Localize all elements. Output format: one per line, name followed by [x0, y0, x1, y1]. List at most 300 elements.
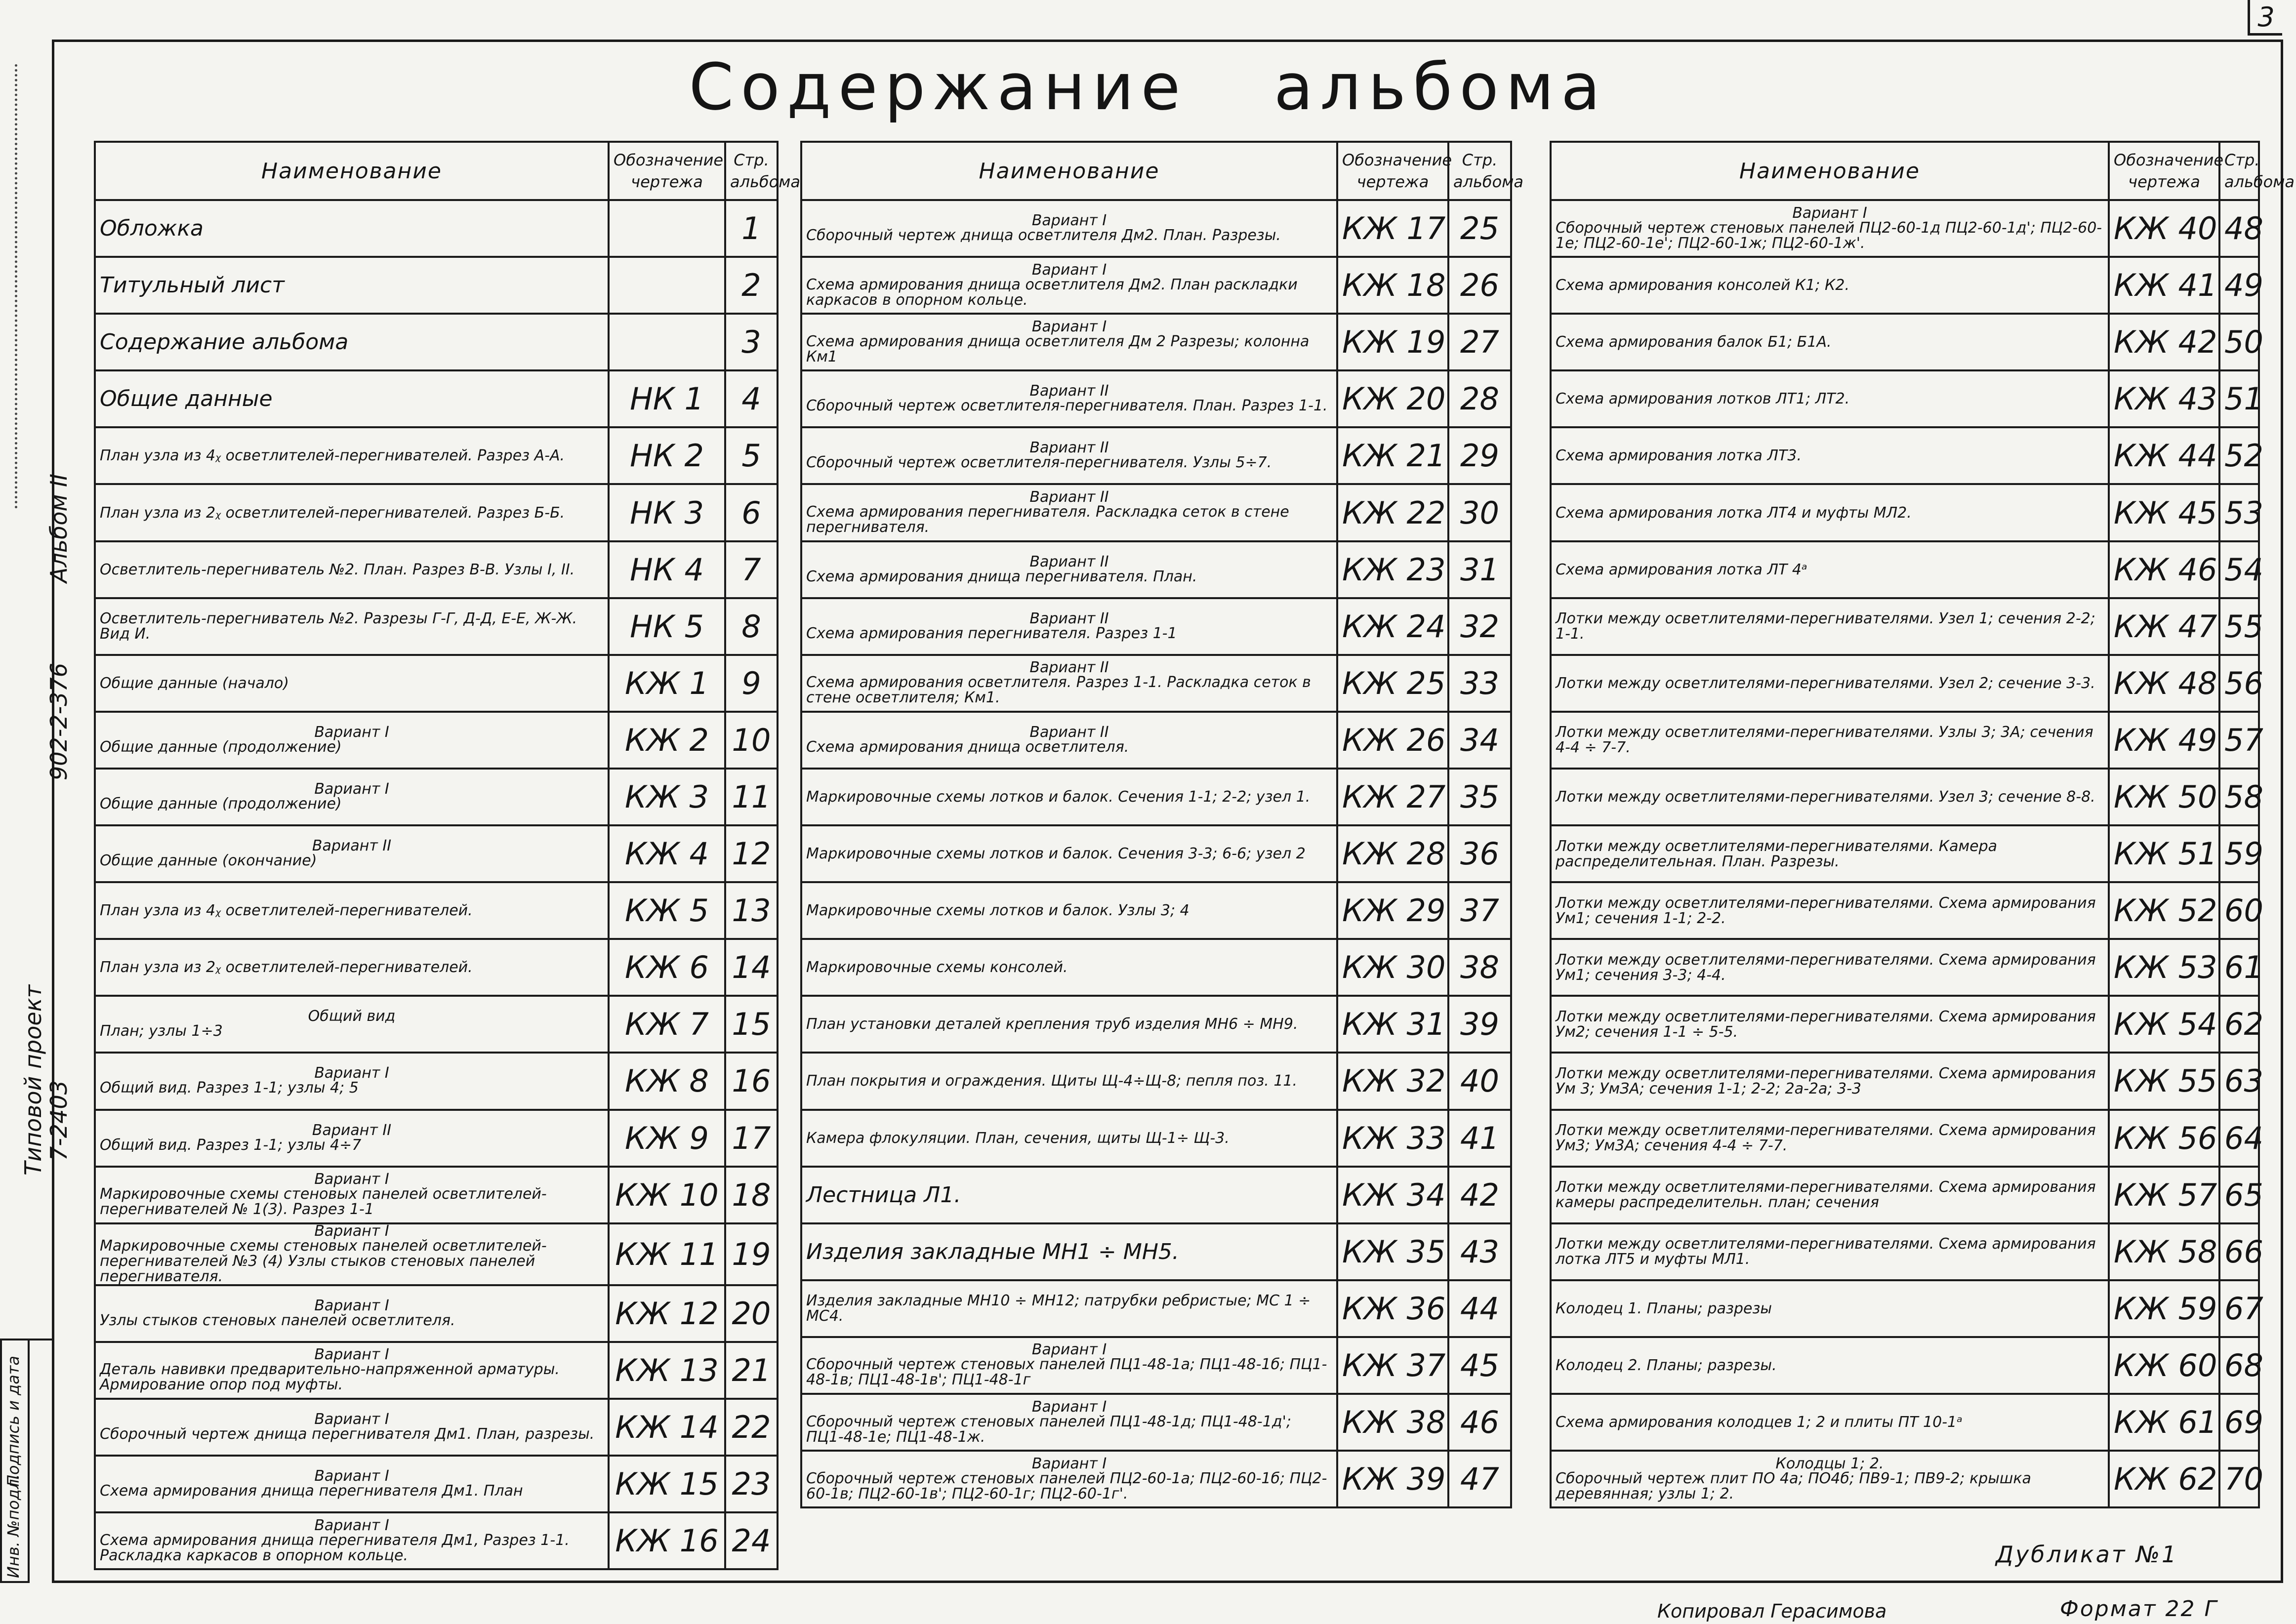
row-code: КЖ 29	[1337, 882, 1448, 939]
row-page: 2	[725, 257, 778, 314]
row-title	[1551, 655, 2109, 712]
row-title	[95, 769, 609, 825]
row-name: Изделия закладные МН10 ÷ МН12; патрубки ребристые; МС 1 ÷ МС4.	[806, 1292, 1311, 1325]
row-variant: Вариант II	[1029, 439, 1109, 457]
row-code: КЖ 22	[1337, 484, 1448, 541]
row-title	[95, 1456, 609, 1512]
header-name: Наименование	[95, 142, 609, 200]
sidebar-album: Альбом II	[45, 474, 72, 583]
row-page: 35	[1448, 769, 1511, 825]
row-name: Лотки между осветлителями-перегнивателями. Узлы 3; 3А; сечения 4-4 ÷ 7-7.	[1556, 724, 2093, 757]
row-code: КЖ 14	[609, 1399, 725, 1456]
row-code: КЖ 42	[2109, 314, 2219, 370]
row-title	[801, 314, 1337, 370]
header-page: Стр. альбома	[725, 142, 778, 200]
stamp-sign: Подпись и дата	[4, 1355, 23, 1487]
row-title	[95, 314, 609, 370]
table-row	[1551, 1394, 2259, 1451]
table-row	[95, 1053, 778, 1109]
row-page: 25	[1448, 200, 1511, 257]
table-row	[1551, 1053, 2259, 1109]
row-variant: Вариант II	[1029, 659, 1109, 677]
row-code: КЖ 18	[1337, 257, 1448, 314]
row-page: 48	[2219, 200, 2259, 257]
table-row	[1551, 200, 2259, 257]
row-page: 47	[1448, 1451, 1511, 1507]
row-variant: Вариант I	[1031, 1398, 1107, 1416]
row-title	[95, 1512, 609, 1569]
row-title	[1551, 427, 2109, 484]
row-page: 45	[1448, 1337, 1511, 1394]
row-name: Схема армирования днища перегнивателя Дм1, Разрез 1-1. Раскладка каркасов в опорном кольце.	[100, 1531, 570, 1564]
row-code: КЖ 45	[2109, 484, 2219, 541]
row-name: Лотки между осветлителями-перегнивателями. Схема армирования Ум 3; УмЗА; сечения 1-1; 2-2; 2а-2а; 3-3	[1556, 1064, 2096, 1097]
row-name: Схема армирования днища осветлителя Дм2. План раскладки каркасов в опорном кольце.	[806, 276, 1298, 309]
row-code	[609, 257, 725, 314]
row-title	[1551, 314, 2109, 370]
sheet-format: Формат 22 Г	[2060, 1596, 2218, 1622]
row-page: 56	[2219, 655, 2259, 712]
header-code: Обозначение чертежа	[2109, 142, 2219, 200]
row-title	[95, 996, 609, 1053]
table-row	[95, 1167, 778, 1223]
row-title	[1551, 712, 2109, 769]
table-row	[95, 1223, 778, 1285]
table-row	[95, 882, 778, 939]
row-code: КЖ 57	[2109, 1167, 2219, 1223]
row-variant: Вариант I	[1031, 1455, 1107, 1472]
row-variant: Вариант I	[314, 1171, 389, 1188]
row-page: 3	[725, 314, 778, 370]
row-code	[609, 200, 725, 257]
row-code: НК 1	[609, 370, 725, 427]
row-variant: Вариант I	[314, 1222, 389, 1240]
row-title	[1551, 541, 2109, 598]
row-name: Осветлитель-перегниватель №2. План. Разрез В-В. Узлы I, II.	[100, 561, 575, 578]
table-row	[95, 427, 778, 484]
row-title	[1551, 484, 2109, 541]
stamp-box-2	[28, 1339, 52, 1583]
contents-table-3	[1550, 141, 2295, 1508]
row-page: 70	[2219, 1451, 2259, 1507]
row-name: Маркировочные схемы стеновых панелей осветлителей-перегнивателей № 1(3). Разрез 1-1	[100, 1185, 547, 1218]
row-page: 51	[2219, 370, 2259, 427]
row-page: 26	[1448, 257, 1511, 314]
table-row	[95, 1342, 778, 1399]
table-row	[95, 314, 778, 370]
table-row	[801, 1451, 1511, 1507]
row-code: КЖ 43	[2109, 370, 2219, 427]
table-row	[801, 314, 1511, 370]
row-name: Лотки между осветлителями-перегнивателями. Схема армирования камеры распределительн. план; сечения	[1556, 1178, 2096, 1212]
row-name: Схема армирования лотка ЛТ4 и муфты МЛ2.	[1556, 504, 1912, 522]
row-title	[95, 370, 609, 427]
row-name: Сборочный чертеж днища осветлителя Дм2. План. Разрезы.	[806, 227, 1281, 244]
row-name: Схема армирования днища перегнивателя Дм1. План	[100, 1482, 523, 1500]
row-page: 19	[725, 1223, 778, 1285]
row-code: КЖ 24	[1337, 598, 1448, 655]
row-page: 7	[725, 541, 778, 598]
row-title	[1551, 1223, 2109, 1280]
table-row	[1551, 882, 2259, 939]
row-name: Лотки между осветлителями-перегнивателями. Камера распределительная. План. Разрезы.	[1556, 837, 1997, 870]
row-title	[801, 541, 1337, 598]
table-row	[801, 655, 1511, 712]
row-name: Обложка	[100, 216, 204, 242]
row-title	[95, 655, 609, 712]
table-row	[801, 1053, 1511, 1109]
row-title	[801, 712, 1337, 769]
row-name: Лотки между осветлителями-перегнивателями. Узел 1; сечения 2-2; 1-1.	[1556, 610, 2095, 643]
sidebar-project-code: 902-2-376	[45, 662, 72, 780]
row-name: Лотки между осветлителями-перегнивателями. Схема армирования Ум2; сечения 1-1 ÷ 5-5.	[1556, 1008, 2096, 1041]
row-code: КЖ 50	[2109, 769, 2219, 825]
row-variant: Вариант I	[314, 1297, 389, 1314]
row-page: 16	[725, 1053, 778, 1109]
row-variant: Вариант I	[1031, 318, 1107, 335]
row-code: КЖ 41	[2109, 257, 2219, 314]
row-page: 42	[1448, 1167, 1511, 1223]
row-page: 20	[725, 1285, 778, 1342]
table-row	[95, 825, 778, 882]
table-row	[801, 257, 1511, 314]
row-name: Общие данные	[100, 386, 273, 412]
row-page: 58	[2219, 769, 2259, 825]
row-code: КЖ 17	[1337, 200, 1448, 257]
row-name: Схема армирования перегнивателя. Раскладка сеток в стене перегнивателя.	[806, 503, 1289, 536]
contents-table-2	[800, 141, 1523, 1508]
row-title	[801, 1053, 1337, 1109]
row-code: НК 3	[609, 484, 725, 541]
table-row	[1551, 1451, 2259, 1507]
row-page: 29	[1448, 427, 1511, 484]
row-title	[801, 370, 1337, 427]
page-number: 3	[2248, 0, 2282, 36]
row-name: Лотки между осветлителями-перегнивателями. Схема армирования Ум1; сечения 3-3; 4-4.	[1556, 951, 2096, 984]
row-page: 60	[2219, 882, 2259, 939]
row-page: 49	[2219, 257, 2259, 314]
row-code: КЖ 36	[1337, 1280, 1448, 1337]
row-name: Общие данные (окончание)	[100, 852, 317, 870]
row-page: 69	[2219, 1394, 2259, 1451]
row-title	[1551, 882, 2109, 939]
row-name: План узла из 2ᵪ осветлителей-перегнивателей. Разрез Б-Б.	[100, 504, 565, 522]
table-row	[1551, 1280, 2259, 1337]
table-row	[95, 996, 778, 1053]
row-name: Изделия закладные МН1 ÷ МН5.	[806, 1239, 1179, 1264]
row-name: Сборочный чертеж плит ПО 4а; ПО4б; ПВ9-1; ПВ9-2; крышка деревянная; узлы 1; 2.	[1556, 1469, 2031, 1502]
row-code: КЖ 20	[1337, 370, 1448, 427]
row-code: КЖ 19	[1337, 314, 1448, 370]
row-code: КЖ 9	[609, 1110, 725, 1167]
table-row	[801, 484, 1511, 541]
duplicate-mark: Дубликат №1	[1996, 1541, 2178, 1568]
table-row	[801, 370, 1511, 427]
row-name: Маркировочные схемы лотков и балок. Сечения 3-3; 6-6; узел 2	[806, 845, 1306, 863]
row-page: 6	[725, 484, 778, 541]
table-row	[95, 1110, 778, 1167]
row-page: 30	[1448, 484, 1511, 541]
row-title	[1551, 1337, 2109, 1394]
table-row	[1551, 1110, 2259, 1167]
row-title	[801, 882, 1337, 939]
row-name: Схема армирования днища осветлителя Дм 2 Разрезы; колонна Км1	[806, 332, 1310, 365]
row-variant: Вариант II	[1029, 609, 1109, 627]
table-row	[95, 1399, 778, 1456]
row-page: 13	[725, 882, 778, 939]
row-title	[95, 541, 609, 598]
table-row	[95, 655, 778, 712]
copied-by: Копировал Герасимова	[1657, 1600, 1887, 1622]
row-page: 64	[2219, 1110, 2259, 1167]
row-name: Лотки между осветлителями-перегнивателями. Схема армирования Ум3; Ум3А; сечения 4-4 ÷ 7-7.	[1556, 1122, 2096, 1155]
row-page: 59	[2219, 825, 2259, 882]
table-row	[95, 541, 778, 598]
row-title	[95, 598, 609, 655]
row-name: Схема армирования днища осветлителя.	[806, 738, 1129, 756]
row-code: НК 5	[609, 598, 725, 655]
row-title	[801, 484, 1337, 541]
title-word-1: Содержание	[689, 49, 1188, 124]
table-row	[1551, 484, 2259, 541]
table-row	[801, 1110, 1511, 1167]
row-code: КЖ 5	[609, 882, 725, 939]
table-row	[1551, 1223, 2259, 1280]
row-code: КЖ 48	[2109, 655, 2219, 712]
row-code: КЖ 37	[1337, 1337, 1448, 1394]
row-name: Маркировочные схемы лотков и балок. Сечения 1-1; 2-2; узел 1.	[806, 788, 1311, 806]
row-name: Схема армирования лотка ЛТ3.	[1556, 447, 1802, 465]
row-code: КЖ 15	[609, 1456, 725, 1512]
row-title	[95, 882, 609, 939]
row-name: Сборочный чертеж стеновых панелей ПЦ1-48-1а; ПЦ1-48-1б; ПЦ1-48-1в; ПЦ1-48-1в'; ПЦ1-48-1г	[806, 1356, 1327, 1389]
row-name: Сборочный чертеж стеновых панелей ПЦ2-60-1а; ПЦ2-60-1б; ПЦ2-60-1в; ПЦ2-60-1в'; ПЦ2-60-1г; ПЦ2-60-1г'.	[806, 1469, 1327, 1502]
row-title	[95, 200, 609, 257]
table-row	[1551, 939, 2259, 996]
row-page: 33	[1448, 655, 1511, 712]
table-row	[1551, 712, 2259, 769]
row-code: КЖ 38	[1337, 1394, 1448, 1451]
row-page: 34	[1448, 712, 1511, 769]
row-variant: Вариант I	[314, 1467, 389, 1485]
row-code: КЖ 44	[2109, 427, 2219, 484]
row-name: Колодец 2. Планы; разрезы.	[1556, 1356, 1777, 1374]
row-page: 46	[1448, 1394, 1511, 1451]
row-name: Схема армирования перегнивателя. Разрез 1-1	[806, 624, 1177, 642]
row-code: КЖ 26	[1337, 712, 1448, 769]
page-title	[0, 49, 2296, 124]
header-code: Обозначение чертежа	[609, 142, 725, 200]
table-row	[1551, 541, 2259, 598]
row-page: 65	[2219, 1167, 2259, 1223]
header-code: Обозначение чертежа	[1337, 142, 1448, 200]
row-page: 62	[2219, 996, 2259, 1053]
row-page: 41	[1448, 1110, 1511, 1167]
row-title	[95, 939, 609, 996]
row-variant: Вариант I	[314, 1346, 389, 1364]
row-title	[95, 1285, 609, 1342]
row-code: КЖ 51	[2109, 825, 2219, 882]
row-page: 12	[725, 825, 778, 882]
table-row	[801, 712, 1511, 769]
row-title	[801, 769, 1337, 825]
header-page: Стр. альбома	[1448, 142, 1511, 200]
table-row	[95, 1456, 778, 1512]
row-code: КЖ 40	[2109, 200, 2219, 257]
title-word-2: альбома	[1273, 49, 1607, 124]
header-name: Наименование	[1551, 142, 2109, 200]
table-row	[801, 598, 1511, 655]
row-title	[1551, 825, 2109, 882]
table-row	[801, 882, 1511, 939]
row-variant: Вариант I	[314, 1516, 389, 1534]
row-page: 28	[1448, 370, 1511, 427]
row-code: КЖ 13	[609, 1342, 725, 1399]
row-page: 61	[2219, 939, 2259, 996]
row-variant: Вариант I	[314, 780, 389, 798]
row-page: 14	[725, 939, 778, 996]
row-variant: Вариант II	[1029, 553, 1109, 570]
row-title	[95, 257, 609, 314]
row-code: КЖ 60	[2109, 1337, 2219, 1394]
table-row	[95, 200, 778, 257]
table-row	[95, 484, 778, 541]
row-name: Лотки между осветлителями-перегнивателями. Схема армирования лотка ЛТ5 и муфты МЛ1.	[1556, 1235, 2096, 1268]
table-row	[1551, 598, 2259, 655]
row-name: План узла из 2ᵪ осветлителей-перегнивателей.	[100, 959, 473, 976]
row-page: 15	[725, 996, 778, 1053]
header-name: Наименование	[801, 142, 1337, 200]
row-name: Лотки между осветлителями-перегнивателями. Узел 3; сечение 8-8.	[1556, 788, 2095, 806]
table-row	[1551, 996, 2259, 1053]
row-name: План; узлы 1÷3	[100, 1022, 223, 1040]
row-title	[1551, 1280, 2109, 1337]
row-page: 18	[725, 1167, 778, 1223]
row-code: КЖ 62	[2109, 1451, 2219, 1507]
sidebar-project-number: 7-2403	[45, 1080, 72, 1161]
row-variant: Колодцы 1; 2.	[1775, 1455, 1884, 1472]
row-title	[95, 712, 609, 769]
table-row	[801, 1394, 1511, 1451]
row-page: 44	[1448, 1280, 1511, 1337]
row-name: Содержание альбома	[100, 329, 349, 355]
row-name: Общий вид. Разрез 1-1; узлы 4; 5	[100, 1079, 359, 1097]
table-row	[95, 769, 778, 825]
row-title	[1551, 939, 2109, 996]
row-page: 1	[725, 200, 778, 257]
row-code: КЖ 21	[1337, 427, 1448, 484]
row-title	[801, 1223, 1337, 1280]
table-row	[1551, 825, 2259, 882]
row-name: Схема армирования лотков ЛТ1; ЛТ2.	[1556, 390, 1850, 408]
row-variant: Вариант II	[312, 1121, 392, 1139]
row-name: Маркировочные схемы консолей.	[806, 959, 1068, 976]
table-row	[1551, 370, 2259, 427]
row-title	[95, 1167, 609, 1223]
row-name: Маркировочные схемы лотков и балок. Узлы 3; 4	[806, 902, 1189, 920]
row-code: НК 4	[609, 541, 725, 598]
row-name: Схема армирования колодцев 1; 2 и плиты ПТ 10-1ᵃ	[1556, 1414, 1963, 1431]
row-title	[801, 1280, 1337, 1337]
row-code: КЖ 25	[1337, 655, 1448, 712]
row-name: Камера флокуляции. План, сечения, щиты Щ-1÷ Щ-3.	[806, 1129, 1230, 1147]
row-title	[1551, 1394, 2109, 1451]
row-name: Сборочный чертеж днища перегнивателя Дм1. План, разрезы.	[100, 1425, 595, 1443]
row-page: 27	[1448, 314, 1511, 370]
row-title	[801, 1394, 1337, 1451]
row-title	[1551, 769, 2109, 825]
table-row	[801, 541, 1511, 598]
row-page: 32	[1448, 598, 1511, 655]
row-title	[801, 257, 1337, 314]
row-title	[801, 1110, 1337, 1167]
row-page: 36	[1448, 825, 1511, 882]
row-code: КЖ 4	[609, 825, 725, 882]
row-name: Сборочный чертеж стеновых панелей ПЦ2-60-1д ПЦ2-60-1д'; ПЦ2-60-1е; ПЦ2-60-1е'; ПЦ2-60-1ж; ПЦ2-60-1ж'.	[1556, 219, 2102, 252]
row-name: План узла из 4ᵪ осветлителей-перегнивателей.	[100, 902, 473, 920]
row-variant: Вариант II	[312, 837, 392, 855]
row-name: Общие данные (начало)	[100, 674, 289, 692]
row-page: 39	[1448, 996, 1511, 1053]
row-code: КЖ 8	[609, 1053, 725, 1109]
row-code: КЖ 10	[609, 1167, 725, 1223]
row-page: 38	[1448, 939, 1511, 996]
table-row	[95, 257, 778, 314]
row-code: КЖ 49	[2109, 712, 2219, 769]
row-code: КЖ 58	[2109, 1223, 2219, 1280]
row-page: 37	[1448, 882, 1511, 939]
table-row	[95, 370, 778, 427]
row-code: КЖ 56	[2109, 1110, 2219, 1167]
row-name: Общие данные (продолжение)	[100, 738, 342, 756]
row-name: Общий вид. Разрез 1-1; узлы 4÷7	[100, 1136, 362, 1154]
row-name: Колодец 1. Планы; разрезы	[1556, 1299, 1772, 1317]
row-code: КЖ 28	[1337, 825, 1448, 882]
row-name: Деталь навивки предварительно-напряженной арматуры. Армирование опор под муфты.	[100, 1361, 560, 1394]
row-title	[95, 1399, 609, 1456]
row-variant: Вариант II	[1029, 488, 1109, 506]
row-name: План установки деталей крепления труб изделия МН6 ÷ МН9.	[806, 1015, 1298, 1033]
row-title	[1551, 200, 2109, 257]
row-code: КЖ 23	[1337, 541, 1448, 598]
table-row	[1551, 1167, 2259, 1223]
row-page: 22	[725, 1399, 778, 1456]
row-code: НК 2	[609, 427, 725, 484]
row-page: 24	[725, 1512, 778, 1569]
row-variant: Вариант II	[1029, 723, 1109, 741]
row-code: КЖ 34	[1337, 1167, 1448, 1223]
table-row	[1551, 769, 2259, 825]
table-row	[801, 769, 1511, 825]
row-title	[95, 427, 609, 484]
row-code	[609, 314, 725, 370]
row-code: КЖ 46	[2109, 541, 2219, 598]
row-name: Общие данные (продолжение)	[100, 795, 342, 812]
table-row	[1551, 427, 2259, 484]
row-title	[801, 598, 1337, 655]
row-code: КЖ 61	[2109, 1394, 2219, 1451]
table-row	[95, 939, 778, 996]
row-page: 67	[2219, 1280, 2259, 1337]
row-title	[95, 1110, 609, 1167]
row-code: КЖ 16	[609, 1512, 725, 1569]
row-name: Схема армирования консолей К1; К2.	[1556, 277, 1849, 294]
row-name: Сборочный чертеж осветлителя-перегнивателя. Узлы 5÷7.	[806, 454, 1272, 472]
row-code: КЖ 35	[1337, 1223, 1448, 1280]
row-page: 5	[725, 427, 778, 484]
row-code: КЖ 3	[609, 769, 725, 825]
row-page: 66	[2219, 1223, 2259, 1280]
